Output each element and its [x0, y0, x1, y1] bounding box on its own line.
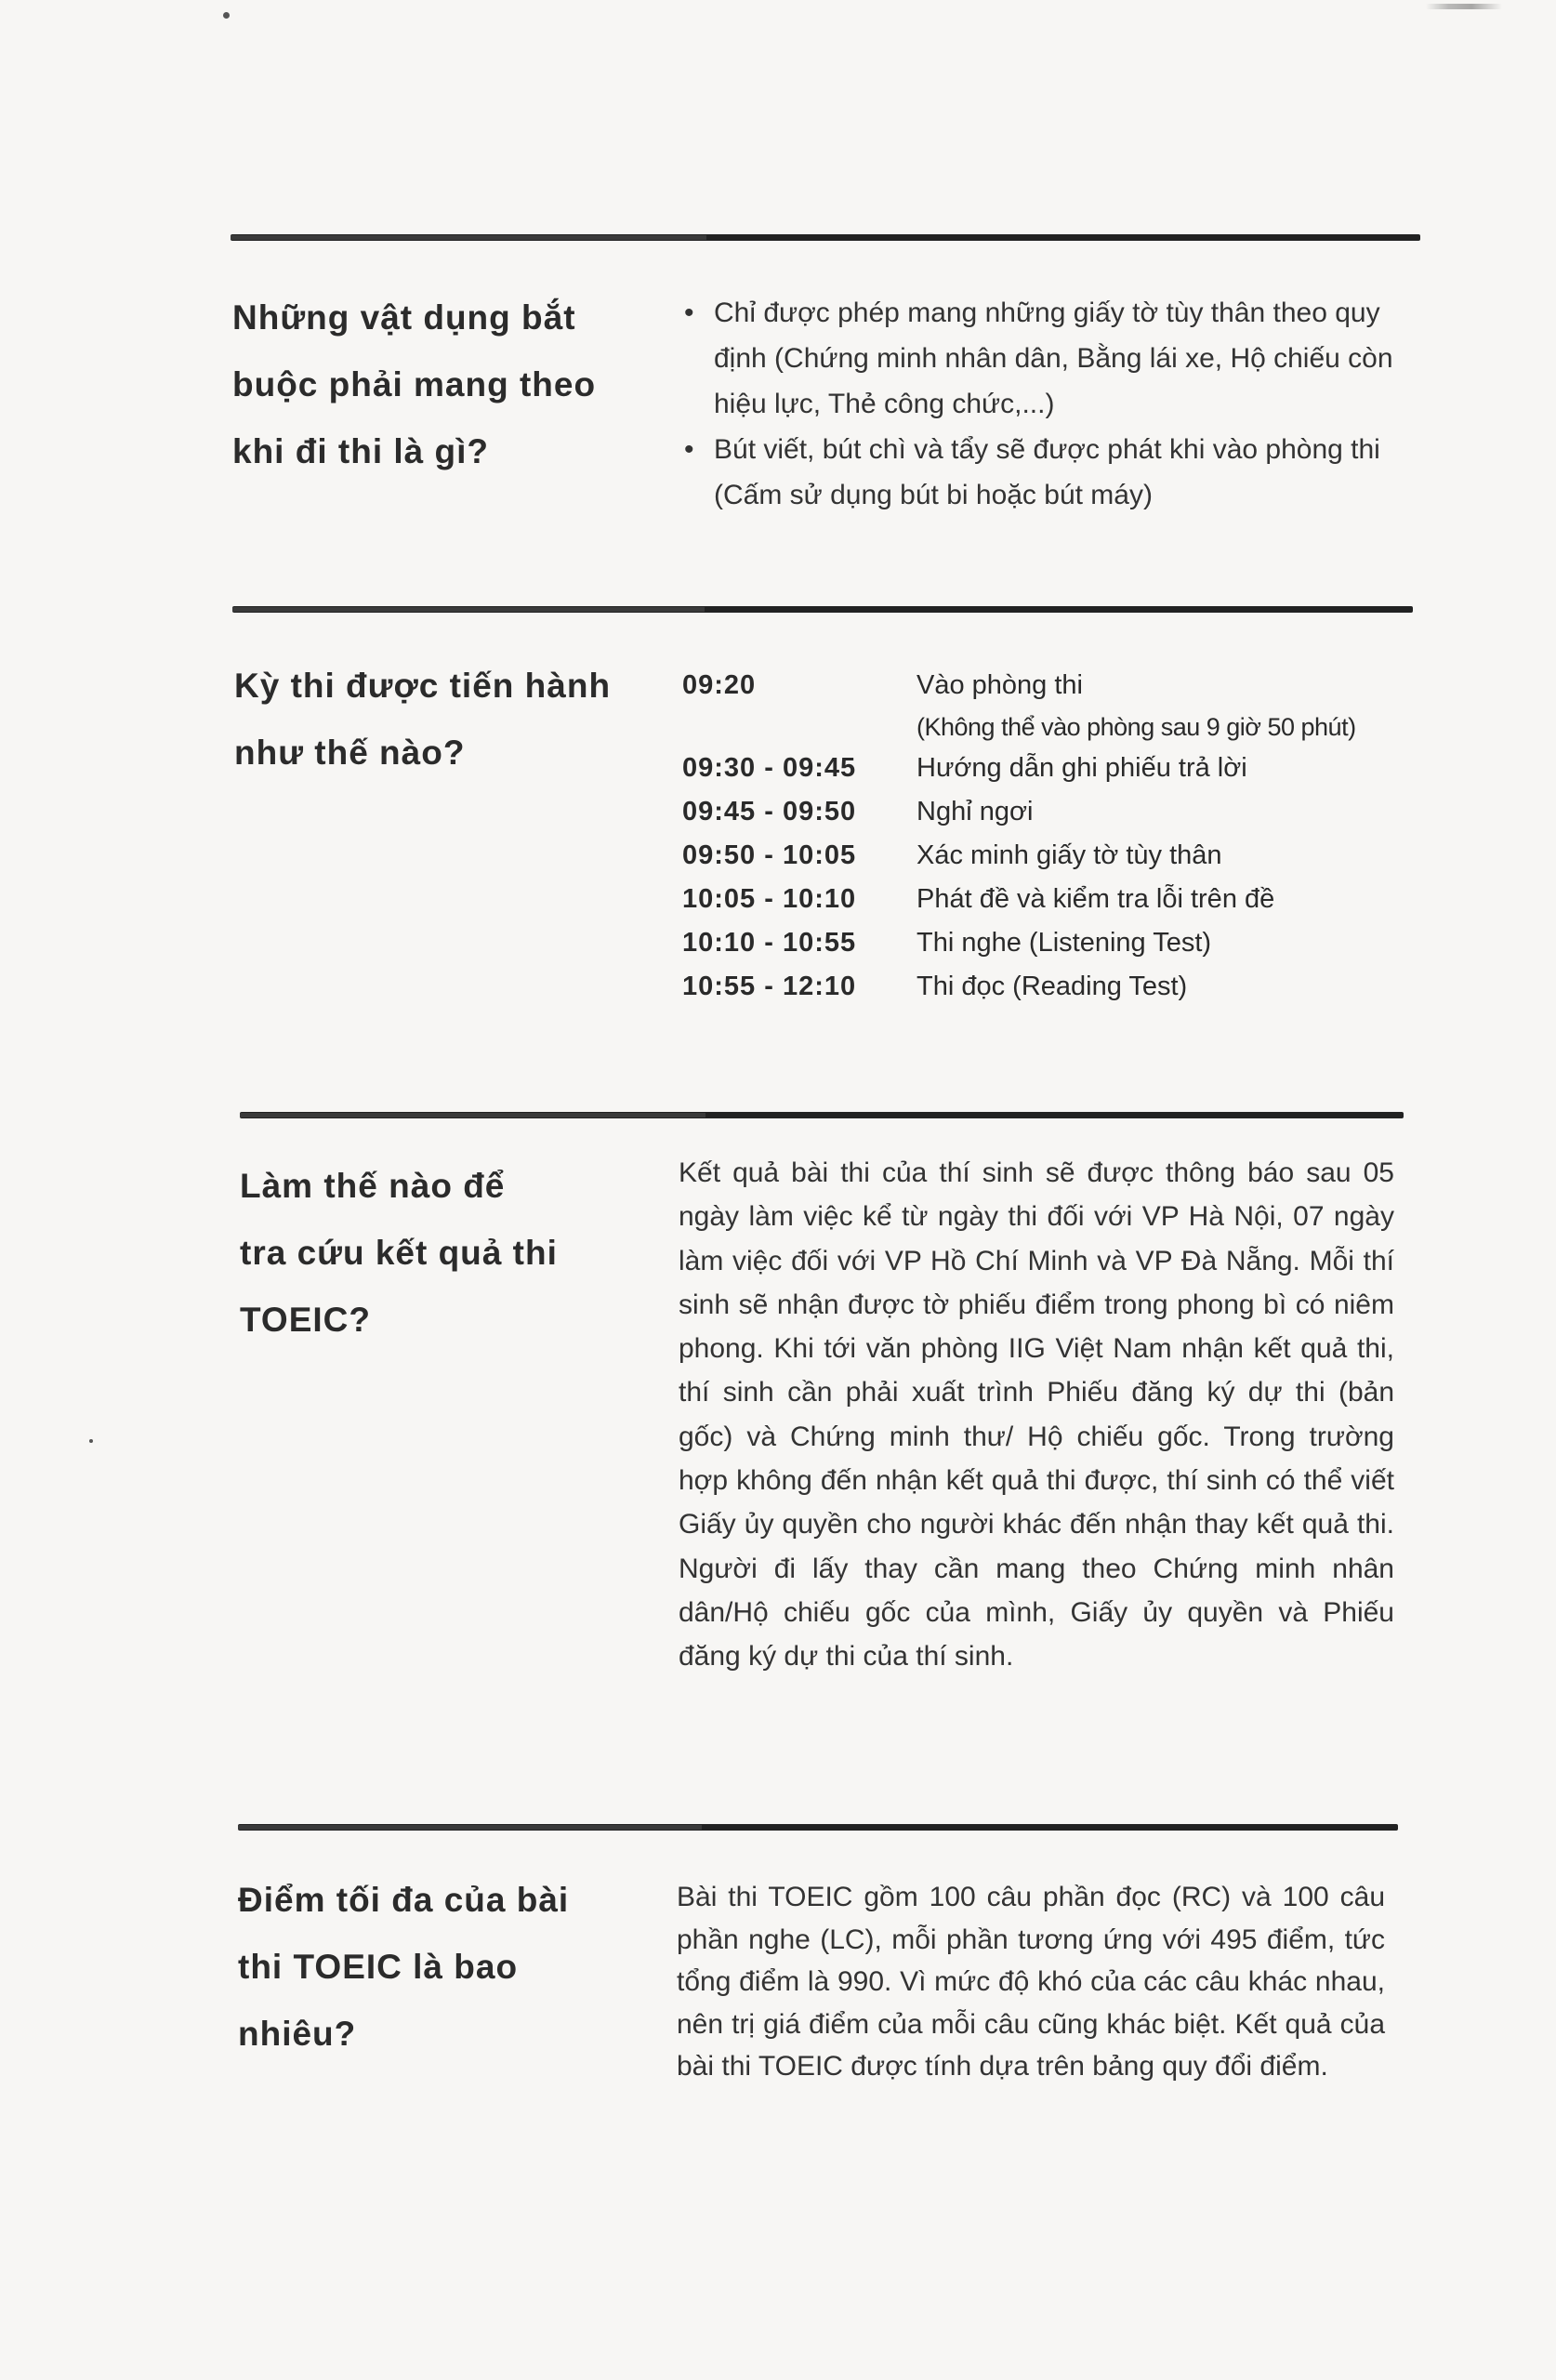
- faq-answer-list: [682, 290, 1426, 518]
- schedule-activity: Thi đọc (Reading Test): [916, 972, 1188, 1001]
- scan-scuff: [1426, 4, 1502, 9]
- schedule-activity: Vào phòng thi: [916, 670, 1083, 700]
- table-row: [682, 747, 1356, 790]
- schedule-note: (Không thể vào phòng sau 9 giờ 50 phút): [916, 713, 1356, 741]
- schedule-activity-cell: [916, 664, 1356, 747]
- table-row: [682, 834, 1356, 878]
- table-row: [682, 921, 1356, 965]
- speck-mark: [223, 12, 230, 19]
- schedule-activity: Hướng dẫn ghi phiếu trả lời: [916, 753, 1247, 783]
- schedule-time: 10:55 - 12:10: [682, 972, 857, 1001]
- faq-question: Điểm tối đa của bài thi TOEIC là bao nhiêu?: [238, 1881, 570, 2053]
- schedule-activity: Xác minh giấy tờ tùy thân: [916, 840, 1222, 870]
- table-row: [682, 790, 1356, 834]
- faq-answer-paragraph: Kết quả bài thi của thí sinh sẽ được thông báo sau 05 ngày làm việc kể từ ngày thi đối với VP Hà Nội, 07 ngày làm việc đối với VP Hồ Chí Minh và VP Đà Nẵng. Mỗi thí sinh sẽ nhận được tờ phiếu điểm trong phong bì có niêm phong. Khi tới văn phòng IIG Việt Nam nhận kết quả thi, thí sinh cần phải xuất trình Phiếu đăng ký dự thi (bản gốc) và Chứng minh thư/ Hộ chiếu gốc. Trong trường hợp không đến nhận kết quả thi được, thí sinh có thể viết Giấy ủy quyền cho người khác đến nhận thay kết quả thi. Người đi lấy thay cần mang theo Chứng minh nhân dân/Hộ chiếu gốc của mình, Giấy ủy quyền và Phiếu đăng ký dự thi của thí sinh.: [679, 1157, 1394, 1673]
- schedule-time: 09:20: [682, 670, 757, 700]
- schedule-activity: Phát đề và kiểm tra lỗi trên đề: [916, 884, 1275, 914]
- section-divider: [238, 1824, 1398, 1831]
- faq-answer-paragraph: Bài thi TOEIC gồm 100 câu phần đọc (RC) và 100 câu phần nghe (LC), mỗi phần tương ứng với 495 điểm, tức tổng điểm là 990. Vì mức độ khó của các câu khác nhau, nên trị giá điểm của mỗi câu cũng khác biệt. Kết quả của bài thi TOEIC được tính dựa trên bảng quy đổi điểm.: [677, 1882, 1385, 2082]
- schedule-activity: Nghỉ ngơi: [916, 797, 1034, 826]
- list-item: • Bút viết, bút chì và tẩy sẽ được phát khi vào phòng thi (Cấm sử dụng bút bi hoặc bút máy): [682, 427, 1426, 518]
- faq-question: Những vật dụng bắt buộc phải mang theo khi đi thi là gì?: [232, 298, 597, 470]
- list-item: • Chỉ được phép mang những giấy tờ tùy thân theo quy định (Chứng minh nhân dân, Bằng lái xe, Hộ chiếu còn hiệu lực, Thẻ công chức,...): [682, 290, 1426, 427]
- speck-mark: [89, 1439, 93, 1443]
- schedule-time: 09:30 - 09:45: [682, 753, 857, 783]
- faq-question: Kỳ thi được tiến hành như thế nào?: [234, 667, 612, 772]
- exam-schedule-table: [682, 664, 1356, 1009]
- schedule-activity: Thi nghe (Listening Test): [916, 928, 1212, 958]
- section-divider: [232, 606, 1413, 613]
- faq-question: Làm thế nào để tra cứu kết quả thi TOEIC?: [240, 1167, 558, 1339]
- schedule-time: 10:10 - 10:55: [682, 928, 857, 958]
- schedule-time: 09:50 - 10:05: [682, 840, 857, 870]
- table-row: [682, 878, 1356, 921]
- table-row: [682, 965, 1356, 1009]
- table-row: [682, 664, 1356, 747]
- section-divider: [231, 234, 1420, 241]
- section-divider: [240, 1112, 1404, 1118]
- schedule-time: 10:05 - 10:10: [682, 884, 857, 914]
- schedule-time: 09:45 - 09:50: [682, 797, 857, 826]
